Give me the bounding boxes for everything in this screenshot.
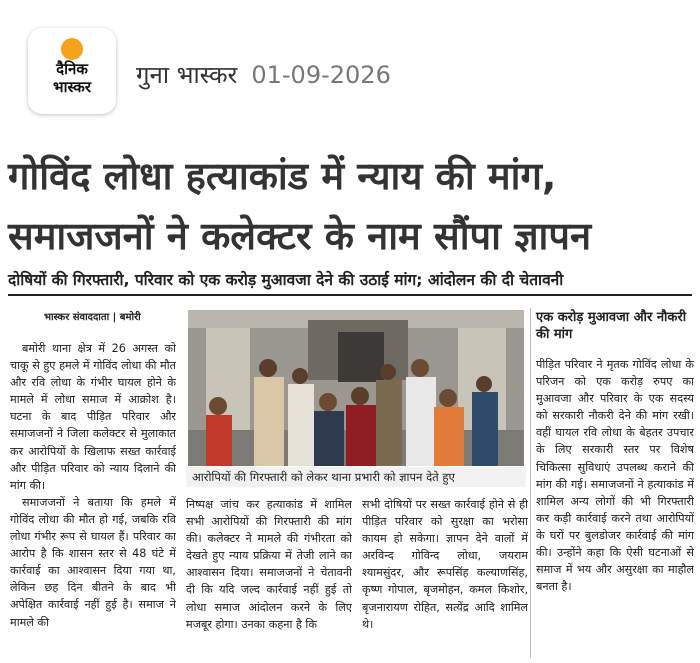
headline-line-2: समाजजनों ने कलेक्टर के नाम सौंपा ज्ञापन bbox=[8, 214, 592, 258]
page-header bbox=[0, 0, 700, 120]
sidebar-text: पीड़ित परिवार ने मृतक गोविंद लोधा के परिजन को एक करोड़ रुपए का मुआवजा और परिवार के एक सदस्य को सरकारी नौकरी देने की मांग रखी। वहीं घायल रवि लोधा के बेहतर उपचार के लिए सरकारी स्तर पर विशेष चिकित्सा सुविधाएं उपलब्ध कराने की मांग की गई। समाजजनों ने हत्याकांड में शामिल अन्य लोगों की भी गिरफ्तारी कर कड़ी कार्रवाई करने तथा आरोपियों के घरों पर बुलडोजर कार्रवाई की मांग की। उन्होंने कहा कि ऐसी घटनाओं से समाज में भय और असुरक्षा का माहौल बनता है। bbox=[536, 358, 694, 594]
logo-line-2: भास्कर bbox=[53, 78, 91, 96]
news-photo bbox=[188, 310, 524, 466]
masthead bbox=[136, 58, 391, 91]
headline-line-1: गोविंद लोधा हत्याकांड में न्याय की मांग, bbox=[8, 154, 557, 198]
sidebar-title: एक करोड़ मुआवजा और नौकरी की मांग bbox=[536, 310, 687, 342]
divider-rule bbox=[8, 294, 692, 296]
sun-icon bbox=[61, 38, 83, 60]
logo-line-1: दैनिक bbox=[56, 60, 88, 78]
subheadline: दोषियों की गिरफ्तारी, परिवार को एक करोड़ मुआवजा देने की उठाई मांग; आंदोलन की दी चेतावनी bbox=[8, 271, 564, 289]
sidebar-body bbox=[536, 356, 694, 658]
article-column-3 bbox=[362, 496, 528, 658]
newspaper-logo bbox=[28, 28, 116, 114]
article-column-2 bbox=[186, 496, 352, 658]
column-1-paragraph-2: समाजजनों ने बताया कि हमले में गोविंद लोधा की मौत हो गई, जबकि रवि लोधा गंभीर रूप से घायल हैं। परिवार का आरोप है कि शासन स्तर से 48 घंटे में कार्रवाई का आश्वासन दिया गया था, लेकिन छह दिन बीतने के बाद भी अपेक्षित कार्रवाई नहीं हुई है। समाज ने मामले की bbox=[10, 495, 176, 629]
column-divider bbox=[530, 308, 531, 658]
crowd-photo-illustration bbox=[188, 310, 524, 466]
edition-name: गुना भास्कर bbox=[136, 61, 238, 89]
edition-date: 01-09-2026 bbox=[251, 61, 391, 89]
column-3-text: सभी दोषियों पर सख्त कार्रवाई होने से ही पीड़ित परिवार को सुरक्षा का भरोसा कायम हो सकेगा। ज्ञापन देने वालों में अरविन्द गोविन्द लोधा, जयराम श्यामसुंदर, और रूपसिंह कल्याणसिंह, कृष्ण गोपाल, बृजमोहन, कमल किशोर, बृजनारायण रोहित, सत्येंद्र आदि शामिल थे। bbox=[362, 498, 528, 631]
byline: भास्कर संवाददाता | बमोरी bbox=[44, 312, 141, 323]
column-2-text: निष्पक्ष जांच कर हत्याकांड में शामिल सभी आरोपियों की गिरफ्तारी की मांग की। कलेक्टर ने मामले की गंभीरता को देखते हुए न्याय प्रक्रिया में तेजी लाने का आश्वासन दिया। समाजजनों ने चेतावनी दी कि यदि जल्द कार्रवाई नहीं हुई तो लोधा समाज आंदोलन करने के लिए मजबूर होगा। उनका कहना है कि bbox=[186, 498, 352, 631]
column-1-paragraph-1: बमोरी थाना क्षेत्र में 26 अगस्त को चाकू से हुए हमले में गोविंद लोधा की मौत और रवि लोधा के गंभीर घायल होने के मामले में लोधा समाज में आक्रोश है। घटना के बाद पीड़ित परिवार और समाजजनों ने जिला कलेक्टर से मुलाकात कर आरोपियों के खिलाफ सख्त कार्रवाई और पीड़ित परिवार को न्याय दिलाने की मांग की। bbox=[10, 342, 176, 492]
photo-caption: आरोपियों की गिरफ्तारी को लेकर थाना प्रभारी को ज्ञापन देते हुए bbox=[186, 467, 526, 487]
article-column-1 bbox=[10, 340, 176, 658]
